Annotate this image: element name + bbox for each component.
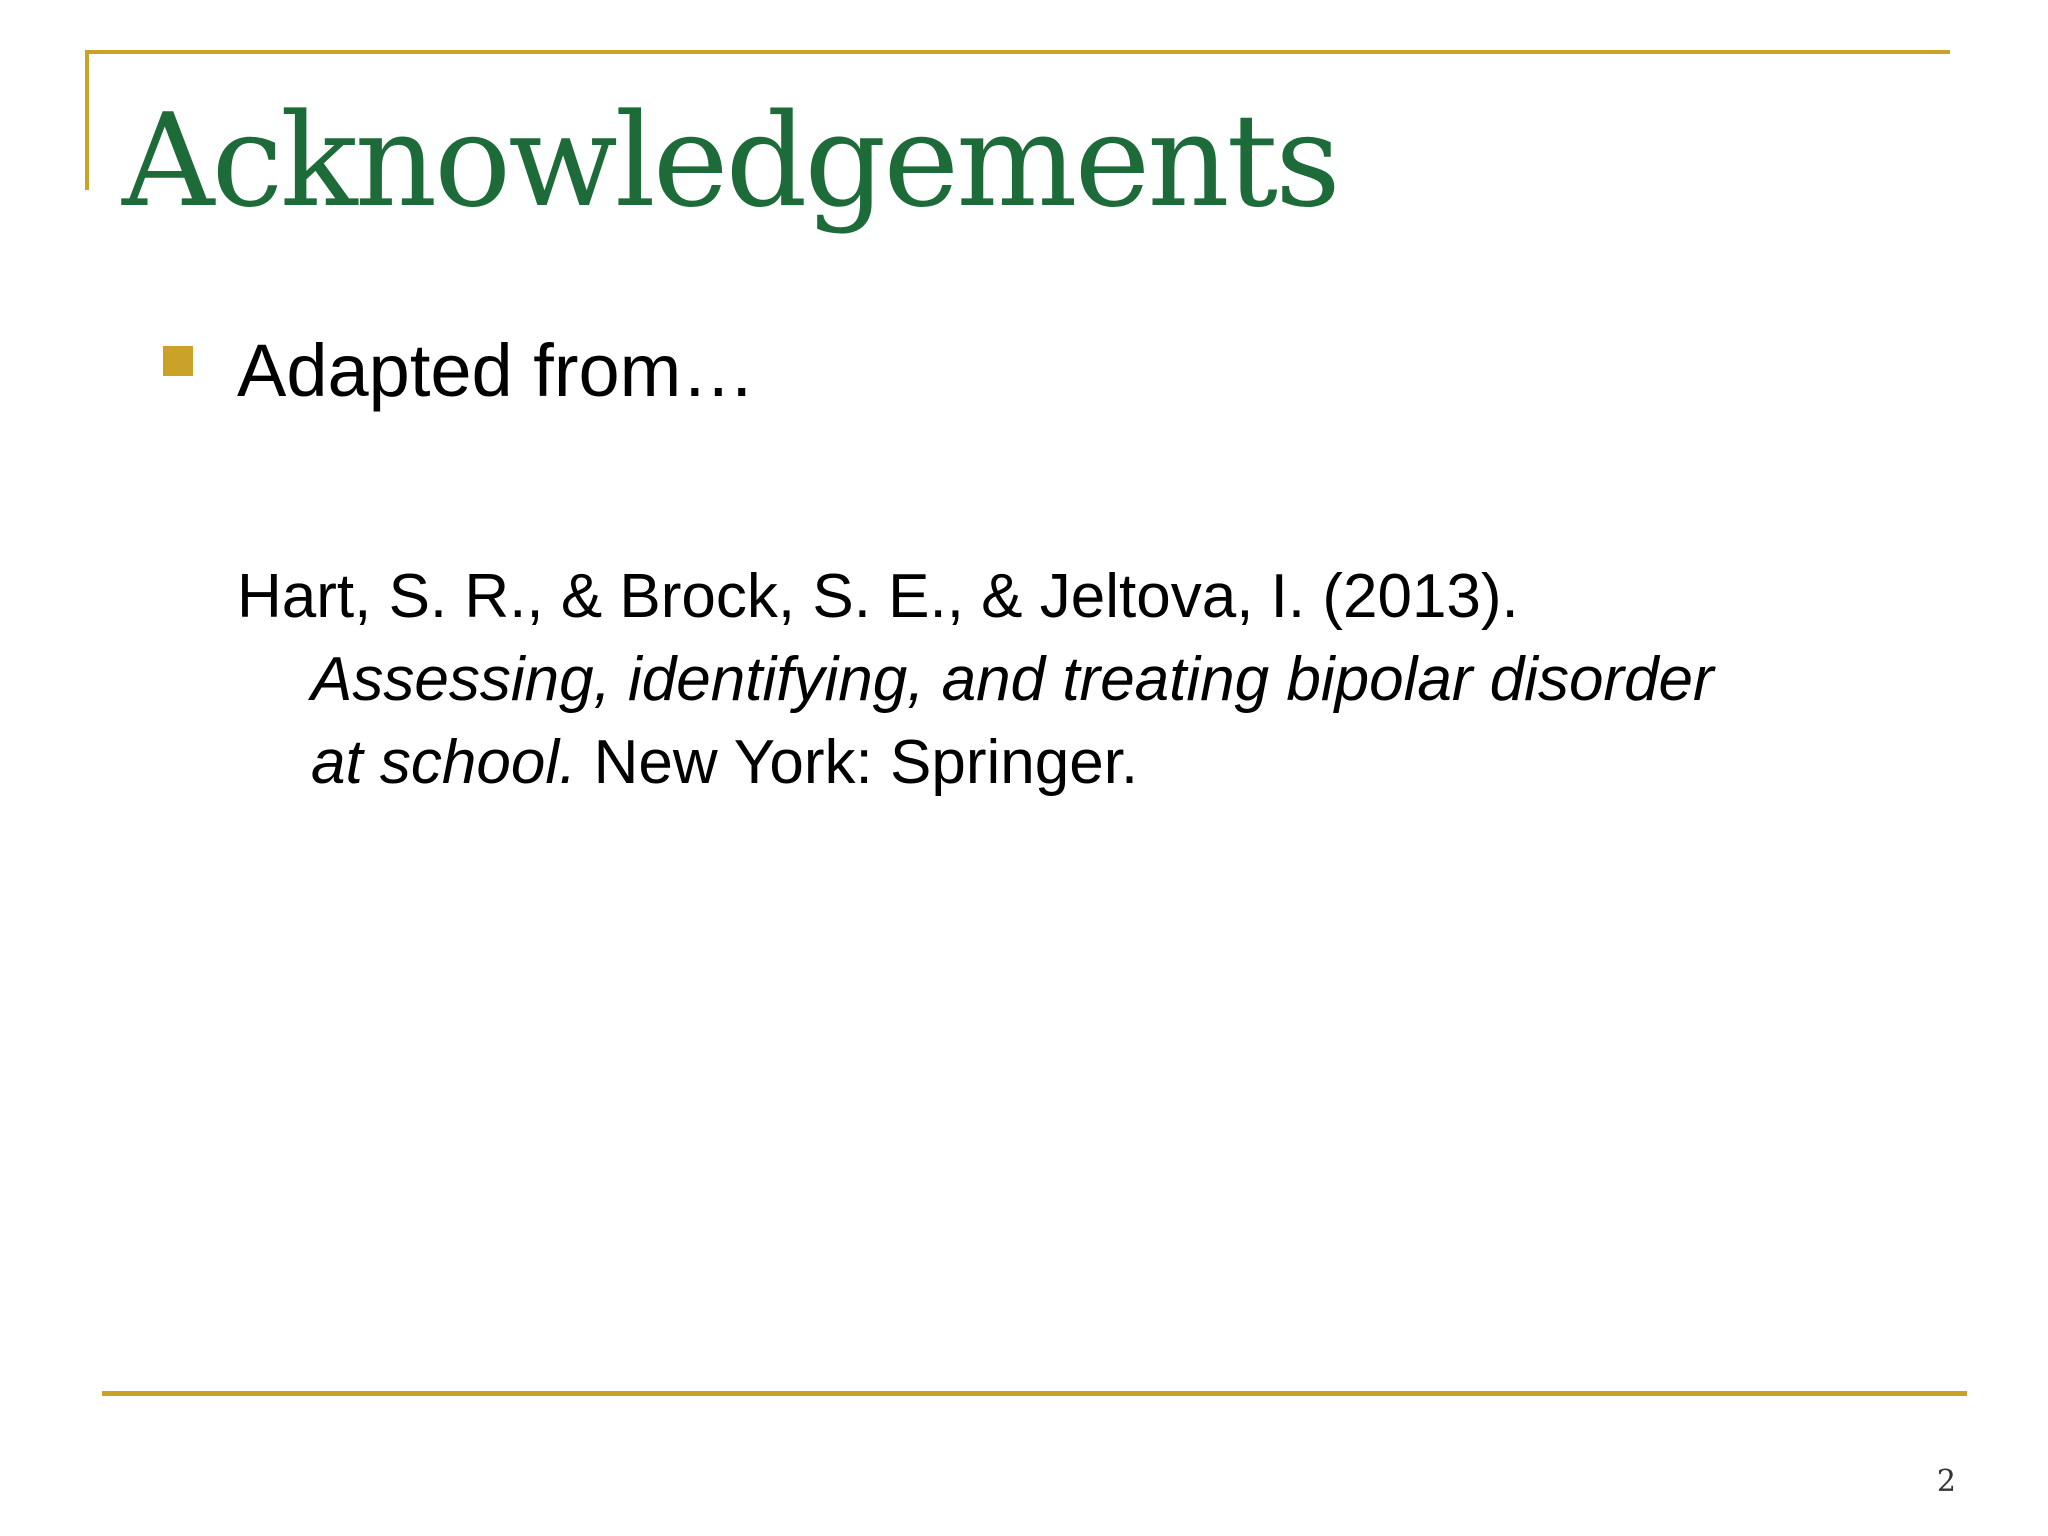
bullet-text: Adapted from…	[237, 329, 756, 412]
citation-title-line-2	[237, 721, 1877, 804]
citation-title-line-1	[237, 638, 1877, 721]
citation	[237, 555, 1877, 804]
citation-book-title-1: Assessing, identifying, and treating bipolar disorder	[311, 645, 1714, 714]
square-bullet-icon	[163, 346, 193, 376]
left-rule	[85, 50, 89, 190]
bottom-rule	[102, 1391, 1967, 1396]
slide-title: Acknowledgements	[122, 87, 1338, 236]
page-number: 2	[1936, 1464, 1956, 1499]
citation-book-title-2: at school.	[311, 728, 577, 797]
citation-publisher: New York: Springer.	[576, 728, 1139, 797]
citation-authors: Hart, S. R., & Brock, S. E., & Jeltova, I. (2013).	[237, 562, 1519, 631]
top-rule	[85, 50, 1950, 54]
